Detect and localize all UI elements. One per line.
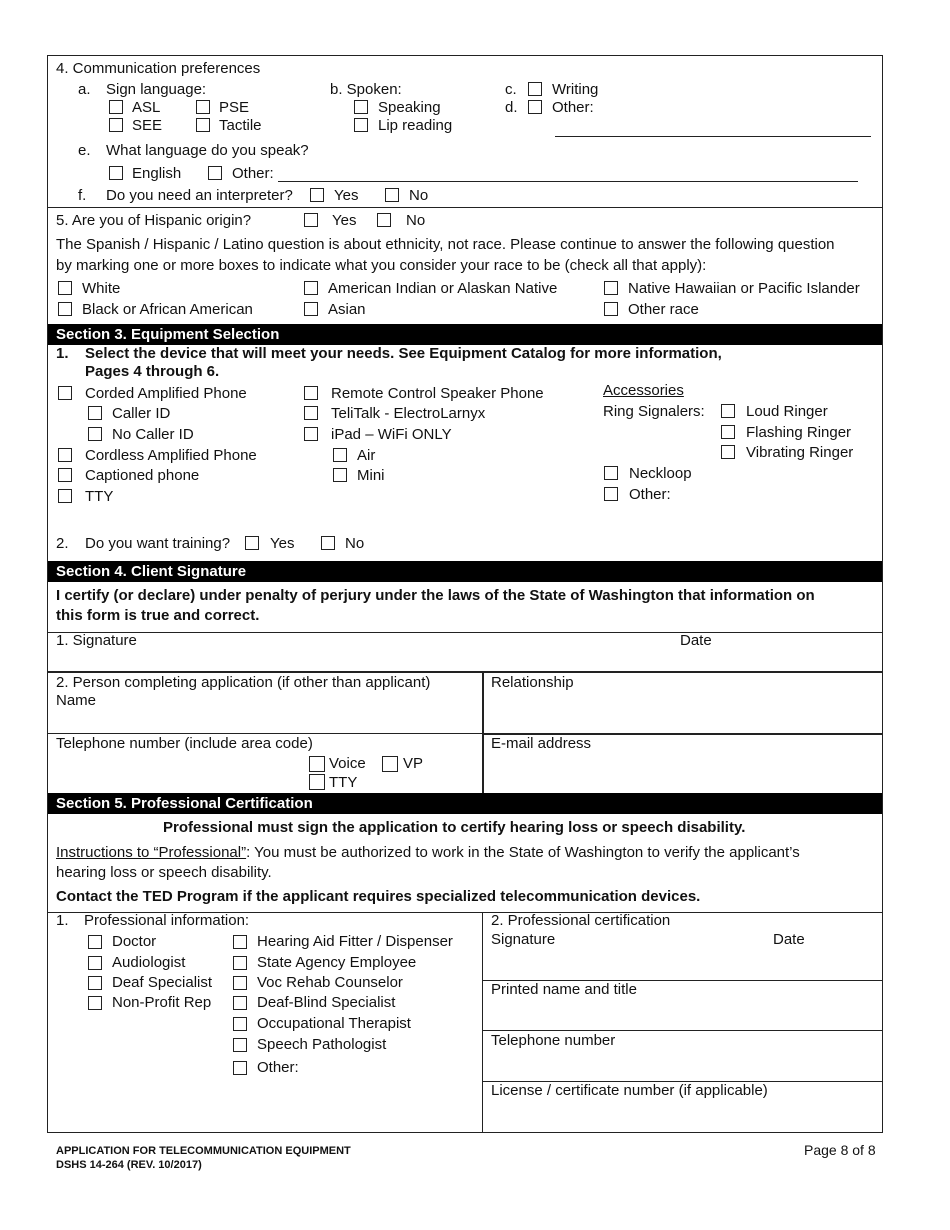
comm-other-checkbox[interactable] — [528, 100, 542, 114]
native-hawaiian-checkbox[interactable] — [604, 281, 618, 295]
native-hawaiian-label: Native Hawaiian or Pacific Islander — [628, 280, 860, 297]
footer-form-code: DSHS 14-264 (REV. 10/2017) — [56, 1159, 202, 1171]
black-label: Black or African American — [82, 301, 253, 318]
hispanic-yes-checkbox[interactable] — [304, 213, 318, 227]
pse-label: PSE — [219, 99, 250, 116]
ipad-mini-checkbox[interactable] — [333, 468, 347, 482]
captioned-phone-label: Captioned phone — [85, 467, 200, 484]
prof-telephone-label: Telephone number — [491, 1032, 616, 1049]
email-field[interactable] — [484, 754, 882, 792]
lip-reading-checkbox[interactable] — [354, 118, 368, 132]
ipad-label: iPad – WiFi ONLY — [331, 426, 452, 443]
asian-checkbox[interactable] — [304, 302, 318, 316]
comm-other-line[interactable] — [555, 136, 871, 137]
corded-phone-checkbox[interactable] — [58, 386, 72, 400]
signature-date-label: Date — [680, 632, 712, 649]
client-signature-field[interactable] — [48, 651, 882, 671]
vp-checkbox[interactable] — [382, 756, 398, 772]
prof-info-num: 1. — [56, 912, 69, 929]
voc-rehab-label: Voc Rehab Counselor — [257, 974, 403, 991]
license-field[interactable] — [483, 1101, 882, 1131]
audiologist-label: Audiologist — [112, 954, 186, 971]
training-num: 2. — [56, 535, 69, 552]
q4e-label: e. — [78, 142, 91, 159]
instructions-text: : You must be authorized to work in the State of Washington to verify the applicant’s — [246, 844, 800, 861]
other-race-label: Other race — [628, 301, 699, 318]
speech-pathologist-checkbox[interactable] — [233, 1038, 247, 1052]
section4-header: Section 4. Client Signature — [48, 561, 882, 582]
asian-label: Asian — [328, 301, 366, 318]
prof-signature-field[interactable] — [483, 950, 882, 980]
instructions-heading: Instructions to “Professional” — [56, 844, 247, 861]
telitalk-checkbox[interactable] — [304, 406, 318, 420]
american-indian-label: American Indian or Alaskan Native — [328, 280, 558, 297]
page-number: Page 8 of 8 — [804, 1142, 876, 1158]
telitalk-label: TeliTalk - ElectroLarnyx — [331, 405, 486, 422]
asl-label: ASL — [132, 99, 161, 116]
q4f-text: Do you need an interpreter? — [106, 187, 293, 204]
contact-note: Contact the TED Program if the applicant requires specialized telecommunication devices. — [56, 888, 701, 905]
q4d-label: d. — [505, 99, 518, 116]
cordless-phone-label: Cordless Amplified Phone — [85, 447, 257, 464]
flashing-ringer-label: Flashing Ringer — [746, 424, 852, 441]
divider — [48, 671, 882, 673]
interpreter-yes-label: Yes — [334, 187, 359, 204]
q4a-label: a. — [78, 81, 91, 98]
tactile-label: Tactile — [219, 117, 262, 134]
no-caller-id-checkbox[interactable] — [88, 427, 102, 441]
english-label: English — [132, 165, 182, 182]
no-caller-id-label: No Caller ID — [112, 426, 194, 443]
hearing-aid-checkbox[interactable] — [233, 935, 247, 949]
state-agency-label: State Agency Employee — [257, 954, 417, 971]
speech-pathologist-label: Speech Pathologist — [257, 1036, 387, 1053]
non-profit-rep-checkbox[interactable] — [88, 996, 102, 1010]
ipad-checkbox[interactable] — [304, 427, 318, 441]
training-yes-checkbox[interactable] — [245, 536, 259, 550]
ipad-air-label: Air — [357, 447, 376, 464]
prof-telephone-field[interactable] — [483, 1051, 882, 1081]
vibrating-ringer-label: Vibrating Ringer — [746, 444, 854, 461]
tactile-checkbox[interactable] — [196, 118, 210, 132]
tty-phone-label: TTY — [329, 774, 358, 791]
q4c-label: c. — [505, 81, 517, 98]
training-question: Do you want training? — [85, 535, 231, 552]
captioned-phone-checkbox[interactable] — [58, 468, 72, 482]
other-race-checkbox[interactable] — [604, 302, 618, 316]
state-agency-checkbox[interactable] — [233, 956, 247, 970]
person-completing-label: 2. Person completing application (if other than applicant) — [56, 674, 431, 691]
vp-label: VP — [403, 755, 424, 772]
deaf-blind-checkbox[interactable] — [233, 996, 247, 1010]
person-name-field[interactable] — [48, 711, 482, 733]
footer-form-title: APPLICATION FOR TELECOMMUNICATION EQUIPMENT — [56, 1145, 351, 1157]
training-no-label: No — [345, 535, 365, 552]
divider — [48, 733, 482, 734]
training-no-checkbox[interactable] — [321, 536, 335, 550]
s3-q1-line2: Pages 4 through 6. — [85, 363, 220, 380]
tty-phone-checkbox[interactable] — [309, 774, 325, 790]
certify-line2: this form is true and correct. — [56, 607, 260, 624]
flashing-ringer-checkbox[interactable] — [721, 425, 735, 439]
s3-q1-num: 1. — [56, 345, 69, 362]
s3-q1-line1: Select the device that will meet your needs. See Equipment Catalog for more information, — [85, 345, 722, 362]
see-checkbox[interactable] — [109, 118, 123, 132]
corded-phone-label: Corded Amplified Phone — [85, 385, 247, 402]
relationship-label: Relationship — [491, 674, 574, 691]
section5-header: Section 5. Professional Certification — [48, 793, 882, 814]
tty-device-label: TTY — [85, 488, 114, 505]
neckloop-label: Neckloop — [629, 465, 692, 482]
cordless-phone-checkbox[interactable] — [58, 448, 72, 462]
ipad-mini-label: Mini — [357, 467, 385, 484]
occupational-therapist-label: Occupational Therapist — [257, 1015, 411, 1032]
prof-signature-label: Signature — [491, 931, 556, 948]
section3-header: Section 3. Equipment Selection — [48, 324, 882, 345]
doctor-checkbox[interactable] — [88, 935, 102, 949]
instructions-line2: hearing loss or speech disability. — [56, 864, 272, 881]
doctor-label: Doctor — [112, 933, 157, 950]
q4f-label: f. — [78, 187, 87, 204]
language-other-checkbox[interactable] — [208, 166, 222, 180]
certify-line1: I certify (or declare) under penalty of perjury under the laws of the State of Washington that information on — [56, 587, 815, 604]
speaking-label: Speaking — [378, 99, 441, 116]
hispanic-yes-label: Yes — [332, 212, 357, 229]
divider — [48, 632, 882, 633]
accessories-heading: Accessories — [603, 382, 684, 399]
asl-checkbox[interactable] — [109, 100, 123, 114]
english-checkbox[interactable] — [109, 166, 123, 180]
american-indian-checkbox[interactable] — [304, 281, 318, 295]
see-label: SEE — [132, 117, 163, 134]
training-yes-label: Yes — [270, 535, 295, 552]
writing-label: Writing — [552, 81, 599, 98]
license-label: License / certificate number (if applicable) — [491, 1082, 768, 1099]
email-label: E-mail address — [491, 735, 592, 752]
voice-label: Voice — [329, 755, 366, 772]
race-note-line2: by marking one or more boxes to indicate what you consider your race to be (check all that apply): — [56, 257, 707, 274]
comm-other-label: Other: — [552, 99, 594, 116]
q5-title: 5. Are you of Hispanic origin? — [56, 212, 252, 229]
q4e-text: What language do you speak? — [106, 142, 309, 159]
pse-checkbox[interactable] — [196, 100, 210, 114]
audiologist-checkbox[interactable] — [88, 956, 102, 970]
deaf-specialist-label: Deaf Specialist — [112, 974, 213, 991]
must-sign-note: Professional must sign the application to certify hearing loss or speech disability. — [163, 819, 746, 836]
accessory-other-checkbox[interactable] — [604, 487, 618, 501]
caller-id-checkbox[interactable] — [88, 406, 102, 420]
language-other-label: Other: — [232, 165, 274, 182]
occupational-therapist-checkbox[interactable] — [233, 1017, 247, 1031]
prof-date-label: Date — [773, 931, 805, 948]
voice-checkbox[interactable] — [309, 756, 325, 772]
race-note-line1: The Spanish / Hispanic / Latino question is about ethnicity, not race. Please continue to answer the following question — [56, 236, 835, 253]
writing-checkbox[interactable] — [528, 82, 542, 96]
loud-ringer-label: Loud Ringer — [746, 403, 828, 420]
ipad-air-checkbox[interactable] — [333, 448, 347, 462]
tty-device-checkbox[interactable] — [58, 489, 72, 503]
interpreter-no-label: No — [409, 187, 429, 204]
relationship-field[interactable] — [484, 693, 882, 733]
divider — [48, 207, 882, 208]
q4b-label: b. Spoken: — [330, 81, 402, 98]
lip-reading-label: Lip reading — [378, 117, 453, 134]
loud-ringer-checkbox[interactable] — [721, 404, 735, 418]
telephone-label: Telephone number (include area code) — [56, 735, 313, 752]
prof-cert-title: 2. Professional certification — [491, 912, 671, 929]
q4a-text: Sign language: — [106, 81, 207, 98]
q4-title: 4. Communication preferences — [56, 60, 261, 77]
professional-other-checkbox[interactable] — [233, 1061, 247, 1075]
caller-id-label: Caller ID — [112, 405, 171, 422]
non-profit-rep-label: Non-Profit Rep — [112, 994, 212, 1011]
person-name-label: Name — [56, 692, 97, 709]
instructions-line1 — [56, 844, 800, 862]
white-checkbox[interactable] — [58, 281, 72, 295]
hearing-aid-label: Hearing Aid Fitter / Dispenser — [257, 933, 453, 950]
printed-name-field[interactable] — [483, 1000, 882, 1030]
speaking-checkbox[interactable] — [354, 100, 368, 114]
ring-signalers-label: Ring Signalers: — [603, 403, 705, 420]
divider — [482, 1030, 882, 1031]
remote-speaker-checkbox[interactable] — [304, 386, 318, 400]
form-page — [47, 55, 883, 1133]
printed-name-label: Printed name and title — [491, 981, 637, 998]
language-other-line[interactable] — [278, 181, 858, 182]
deaf-specialist-checkbox[interactable] — [88, 976, 102, 990]
black-checkbox[interactable] — [58, 302, 72, 316]
white-label: White — [82, 280, 121, 297]
neckloop-checkbox[interactable] — [604, 466, 618, 480]
hispanic-no-label: No — [406, 212, 426, 229]
professional-other-label: Other: — [257, 1059, 299, 1076]
voc-rehab-checkbox[interactable] — [233, 976, 247, 990]
hispanic-no-checkbox[interactable] — [377, 213, 391, 227]
remote-speaker-label: Remote Control Speaker Phone — [331, 385, 544, 402]
prof-info-title: Professional information: — [84, 912, 250, 929]
vibrating-ringer-checkbox[interactable] — [721, 445, 735, 459]
signature-label: 1. Signature — [56, 632, 137, 649]
accessory-other-label: Other: — [629, 486, 671, 503]
interpreter-no-checkbox[interactable] — [385, 188, 399, 202]
interpreter-yes-checkbox[interactable] — [310, 188, 324, 202]
deaf-blind-label: Deaf-Blind Specialist — [257, 994, 396, 1011]
